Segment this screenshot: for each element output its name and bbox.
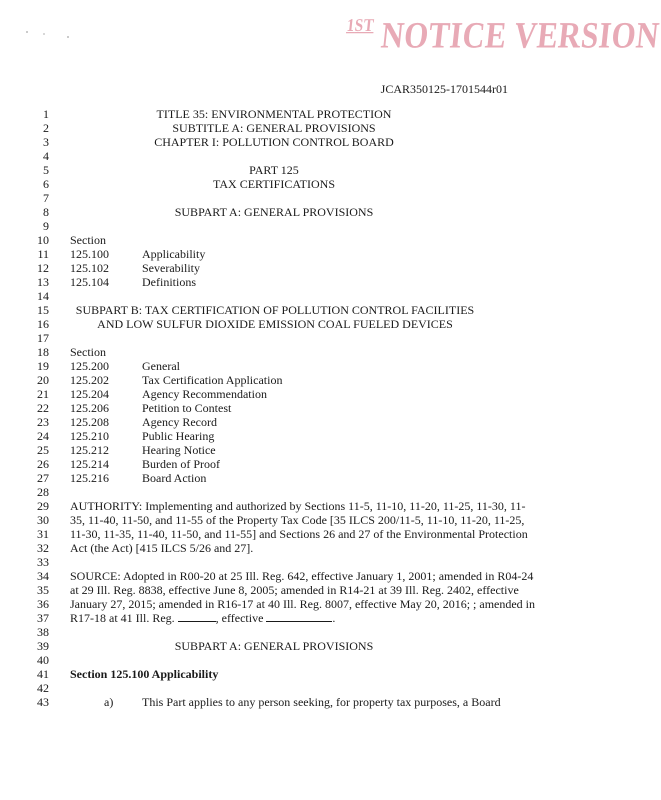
line-17 bbox=[0, 331, 618, 345]
line-28 bbox=[0, 485, 618, 499]
section-label: Section bbox=[70, 345, 106, 359]
authority-text: 35, 11-40, 11-50, and 11-55 of the Property Tax Code [35 ILCS 200/11-5, 11-10, 11-20, 11-25, bbox=[70, 513, 525, 527]
source-text: R17-18 at 41 Ill. Reg. , effective . bbox=[70, 611, 336, 625]
line-43 bbox=[0, 695, 618, 709]
line-number: 34 bbox=[37, 569, 49, 583]
line-number: 15 bbox=[37, 303, 49, 317]
line-number: 29 bbox=[37, 499, 49, 513]
line-34 bbox=[0, 569, 618, 583]
line-number: 28 bbox=[37, 485, 49, 499]
subpart-b-heading-cont: AND LOW SULFUR DIOXIDE EMISSION COAL FUELED DEVICES bbox=[97, 317, 453, 331]
section-label: Section bbox=[70, 233, 106, 247]
line-number: 24 bbox=[37, 429, 49, 443]
document-id: JCAR350125-1701544r01 bbox=[380, 82, 508, 96]
toc-row bbox=[0, 373, 618, 387]
toc-row bbox=[0, 401, 618, 415]
line-number: 16 bbox=[37, 317, 49, 331]
line-9 bbox=[0, 219, 618, 233]
toc-row bbox=[0, 359, 618, 373]
line-number: 12 bbox=[37, 261, 49, 275]
line-number: 8 bbox=[43, 205, 49, 219]
line-6 bbox=[0, 177, 618, 191]
toc-section-title: Public Hearing bbox=[142, 429, 215, 443]
line-number: 27 bbox=[37, 471, 49, 485]
line-number: 32 bbox=[37, 541, 49, 555]
line-14 bbox=[0, 289, 618, 303]
line-number: 43 bbox=[37, 695, 49, 709]
line-number: 2 bbox=[43, 121, 49, 135]
line-1 bbox=[0, 107, 618, 121]
toc-section-title: Applicability bbox=[142, 247, 206, 261]
toc-section-number: 125.200 bbox=[70, 359, 109, 373]
toc-section-title: Severability bbox=[142, 261, 200, 275]
line-40 bbox=[0, 653, 618, 667]
line-5 bbox=[0, 163, 618, 177]
toc-section-title: Burden of Proof bbox=[142, 457, 220, 471]
line-number: 41 bbox=[37, 667, 49, 681]
subtitle-heading: SUBTITLE A: GENERAL PROVISIONS bbox=[172, 121, 376, 135]
stamp-text: NOTICE VERSION bbox=[379, 14, 661, 56]
line-number: 14 bbox=[37, 289, 49, 303]
line-number: 18 bbox=[37, 345, 49, 359]
section-heading: Section 125.100 Applicability bbox=[70, 667, 219, 681]
toc-section-title: Board Action bbox=[142, 471, 207, 485]
toc-section-title: General bbox=[142, 359, 180, 373]
line-number: 4 bbox=[43, 149, 49, 163]
line-number: 39 bbox=[37, 639, 49, 653]
scan-specks bbox=[24, 28, 84, 42]
line-number: 1 bbox=[43, 107, 49, 121]
subpart-a-heading-repeat: SUBPART A: GENERAL PROVISIONS bbox=[174, 639, 374, 653]
line-37 bbox=[0, 611, 618, 625]
toc-section-number: 125.216 bbox=[70, 471, 109, 485]
line-15 bbox=[0, 303, 618, 317]
toc-section-number: 125.210 bbox=[70, 429, 109, 443]
line-number: 30 bbox=[37, 513, 49, 527]
subsection-marker: a) bbox=[104, 695, 114, 709]
line-36 bbox=[0, 597, 618, 611]
toc-section-number: 125.102 bbox=[70, 261, 109, 275]
blank-date-field bbox=[266, 611, 332, 622]
blank-page-field bbox=[178, 611, 216, 622]
line-number: 38 bbox=[37, 625, 49, 639]
source-text: at 29 Ill. Reg. 8838, effective June 8, 2005; amended in R14-21 at 39 Ill. Reg. 2402, effective bbox=[70, 583, 519, 597]
line-number: 13 bbox=[37, 275, 49, 289]
line-4 bbox=[0, 149, 618, 163]
line-8 bbox=[0, 205, 618, 219]
line-10 bbox=[0, 233, 618, 247]
line-number: 10 bbox=[37, 233, 49, 247]
line-number: 25 bbox=[37, 443, 49, 457]
line-18 bbox=[0, 345, 618, 359]
toc-section-number: 125.202 bbox=[70, 373, 109, 387]
line-number: 33 bbox=[37, 555, 49, 569]
source-text: January 27, 2015; amended in R16-17 at 40 Ill. Reg. 8007, effective May 20, 2016; ; amended in bbox=[70, 597, 536, 611]
toc-section-number: 125.206 bbox=[70, 401, 109, 415]
line-31 bbox=[0, 527, 618, 541]
line-33 bbox=[0, 555, 618, 569]
line-number: 22 bbox=[37, 401, 49, 415]
line-number: 37 bbox=[37, 611, 49, 625]
line-3 bbox=[0, 135, 618, 149]
toc-row bbox=[0, 247, 618, 261]
line-number: 40 bbox=[37, 653, 49, 667]
line-39 bbox=[0, 639, 618, 653]
authority-text: Act (the Act) [415 ILCS 5/26 and 27]. bbox=[70, 541, 254, 555]
part-heading: PART 125 bbox=[249, 163, 299, 177]
authority-text: AUTHORITY: Implementing and authorized by Sections 11-5, 11-10, 11-20, 11-25, 11-30, 11- bbox=[70, 499, 526, 513]
line-2 bbox=[0, 121, 618, 135]
line-42 bbox=[0, 681, 618, 695]
line-number: 6 bbox=[43, 177, 49, 191]
line-38 bbox=[0, 625, 618, 639]
title-heading: TITLE 35: ENVIRONMENTAL PROTECTION bbox=[156, 107, 392, 121]
line-number: 35 bbox=[37, 583, 49, 597]
line-32 bbox=[0, 541, 618, 555]
line-number: 11 bbox=[37, 247, 49, 261]
line-number: 20 bbox=[37, 373, 49, 387]
toc-row bbox=[0, 261, 618, 275]
toc-section-number: 125.214 bbox=[70, 457, 109, 471]
line-number: 9 bbox=[43, 219, 49, 233]
line-number: 3 bbox=[43, 135, 49, 149]
toc-section-number: 125.100 bbox=[70, 247, 109, 261]
stamp-ordinal-suffix: 1ST bbox=[345, 16, 376, 36]
line-number: 36 bbox=[37, 597, 49, 611]
toc-section-title: Hearing Notice bbox=[142, 443, 216, 457]
toc-row bbox=[0, 443, 618, 457]
toc-section-number: 125.212 bbox=[70, 443, 109, 457]
line-number: 5 bbox=[43, 163, 49, 177]
line-7 bbox=[0, 191, 618, 205]
part-title: TAX CERTIFICATIONS bbox=[213, 177, 335, 191]
toc-section-title: Agency Recommendation bbox=[142, 387, 267, 401]
subsection-text: This Part applies to any person seeking, for property tax purposes, a Board bbox=[142, 695, 501, 709]
toc-section-number: 125.204 bbox=[70, 387, 109, 401]
toc-row bbox=[0, 275, 618, 289]
line-30 bbox=[0, 513, 618, 527]
line-number: 26 bbox=[37, 457, 49, 471]
toc-row bbox=[0, 429, 618, 443]
line-35 bbox=[0, 583, 618, 597]
subpart-b-heading: SUBPART B: TAX CERTIFICATION OF POLLUTION CONTROL FACILITIES bbox=[75, 303, 475, 317]
first-notice-stamp bbox=[343, 14, 661, 57]
toc-section-title: Petition to Contest bbox=[142, 401, 232, 415]
line-29 bbox=[0, 499, 618, 513]
line-number: 23 bbox=[37, 415, 49, 429]
authority-text: 11-30, 11-35, 11-40, 11-50, and 11-55] and Sections 26 and 27 of the Environmental Protection bbox=[70, 527, 528, 541]
line-number: 19 bbox=[37, 359, 49, 373]
chapter-heading: CHAPTER I: POLLUTION CONTROL BOARD bbox=[154, 135, 394, 149]
toc-row bbox=[0, 387, 618, 401]
subpart-a-heading: SUBPART A: GENERAL PROVISIONS bbox=[174, 205, 374, 219]
line-number: 31 bbox=[37, 527, 49, 541]
line-16 bbox=[0, 317, 618, 331]
toc-row bbox=[0, 415, 618, 429]
line-number: 17 bbox=[37, 331, 49, 345]
toc-section-title: Agency Record bbox=[142, 415, 217, 429]
toc-row bbox=[0, 471, 618, 485]
toc-section-number: 125.104 bbox=[70, 275, 109, 289]
toc-section-title: Definitions bbox=[142, 275, 196, 289]
line-number: 7 bbox=[43, 191, 49, 205]
line-number: 42 bbox=[37, 681, 49, 695]
line-41 bbox=[0, 667, 618, 681]
source-text: SOURCE: Adopted in R00-20 at 25 Ill. Reg. 642, effective January 1, 2001; amended in R04-24 bbox=[70, 569, 534, 583]
line-number: 21 bbox=[37, 387, 49, 401]
toc-section-title: Tax Certification Application bbox=[142, 373, 283, 387]
toc-section-number: 125.208 bbox=[70, 415, 109, 429]
toc-row bbox=[0, 457, 618, 471]
